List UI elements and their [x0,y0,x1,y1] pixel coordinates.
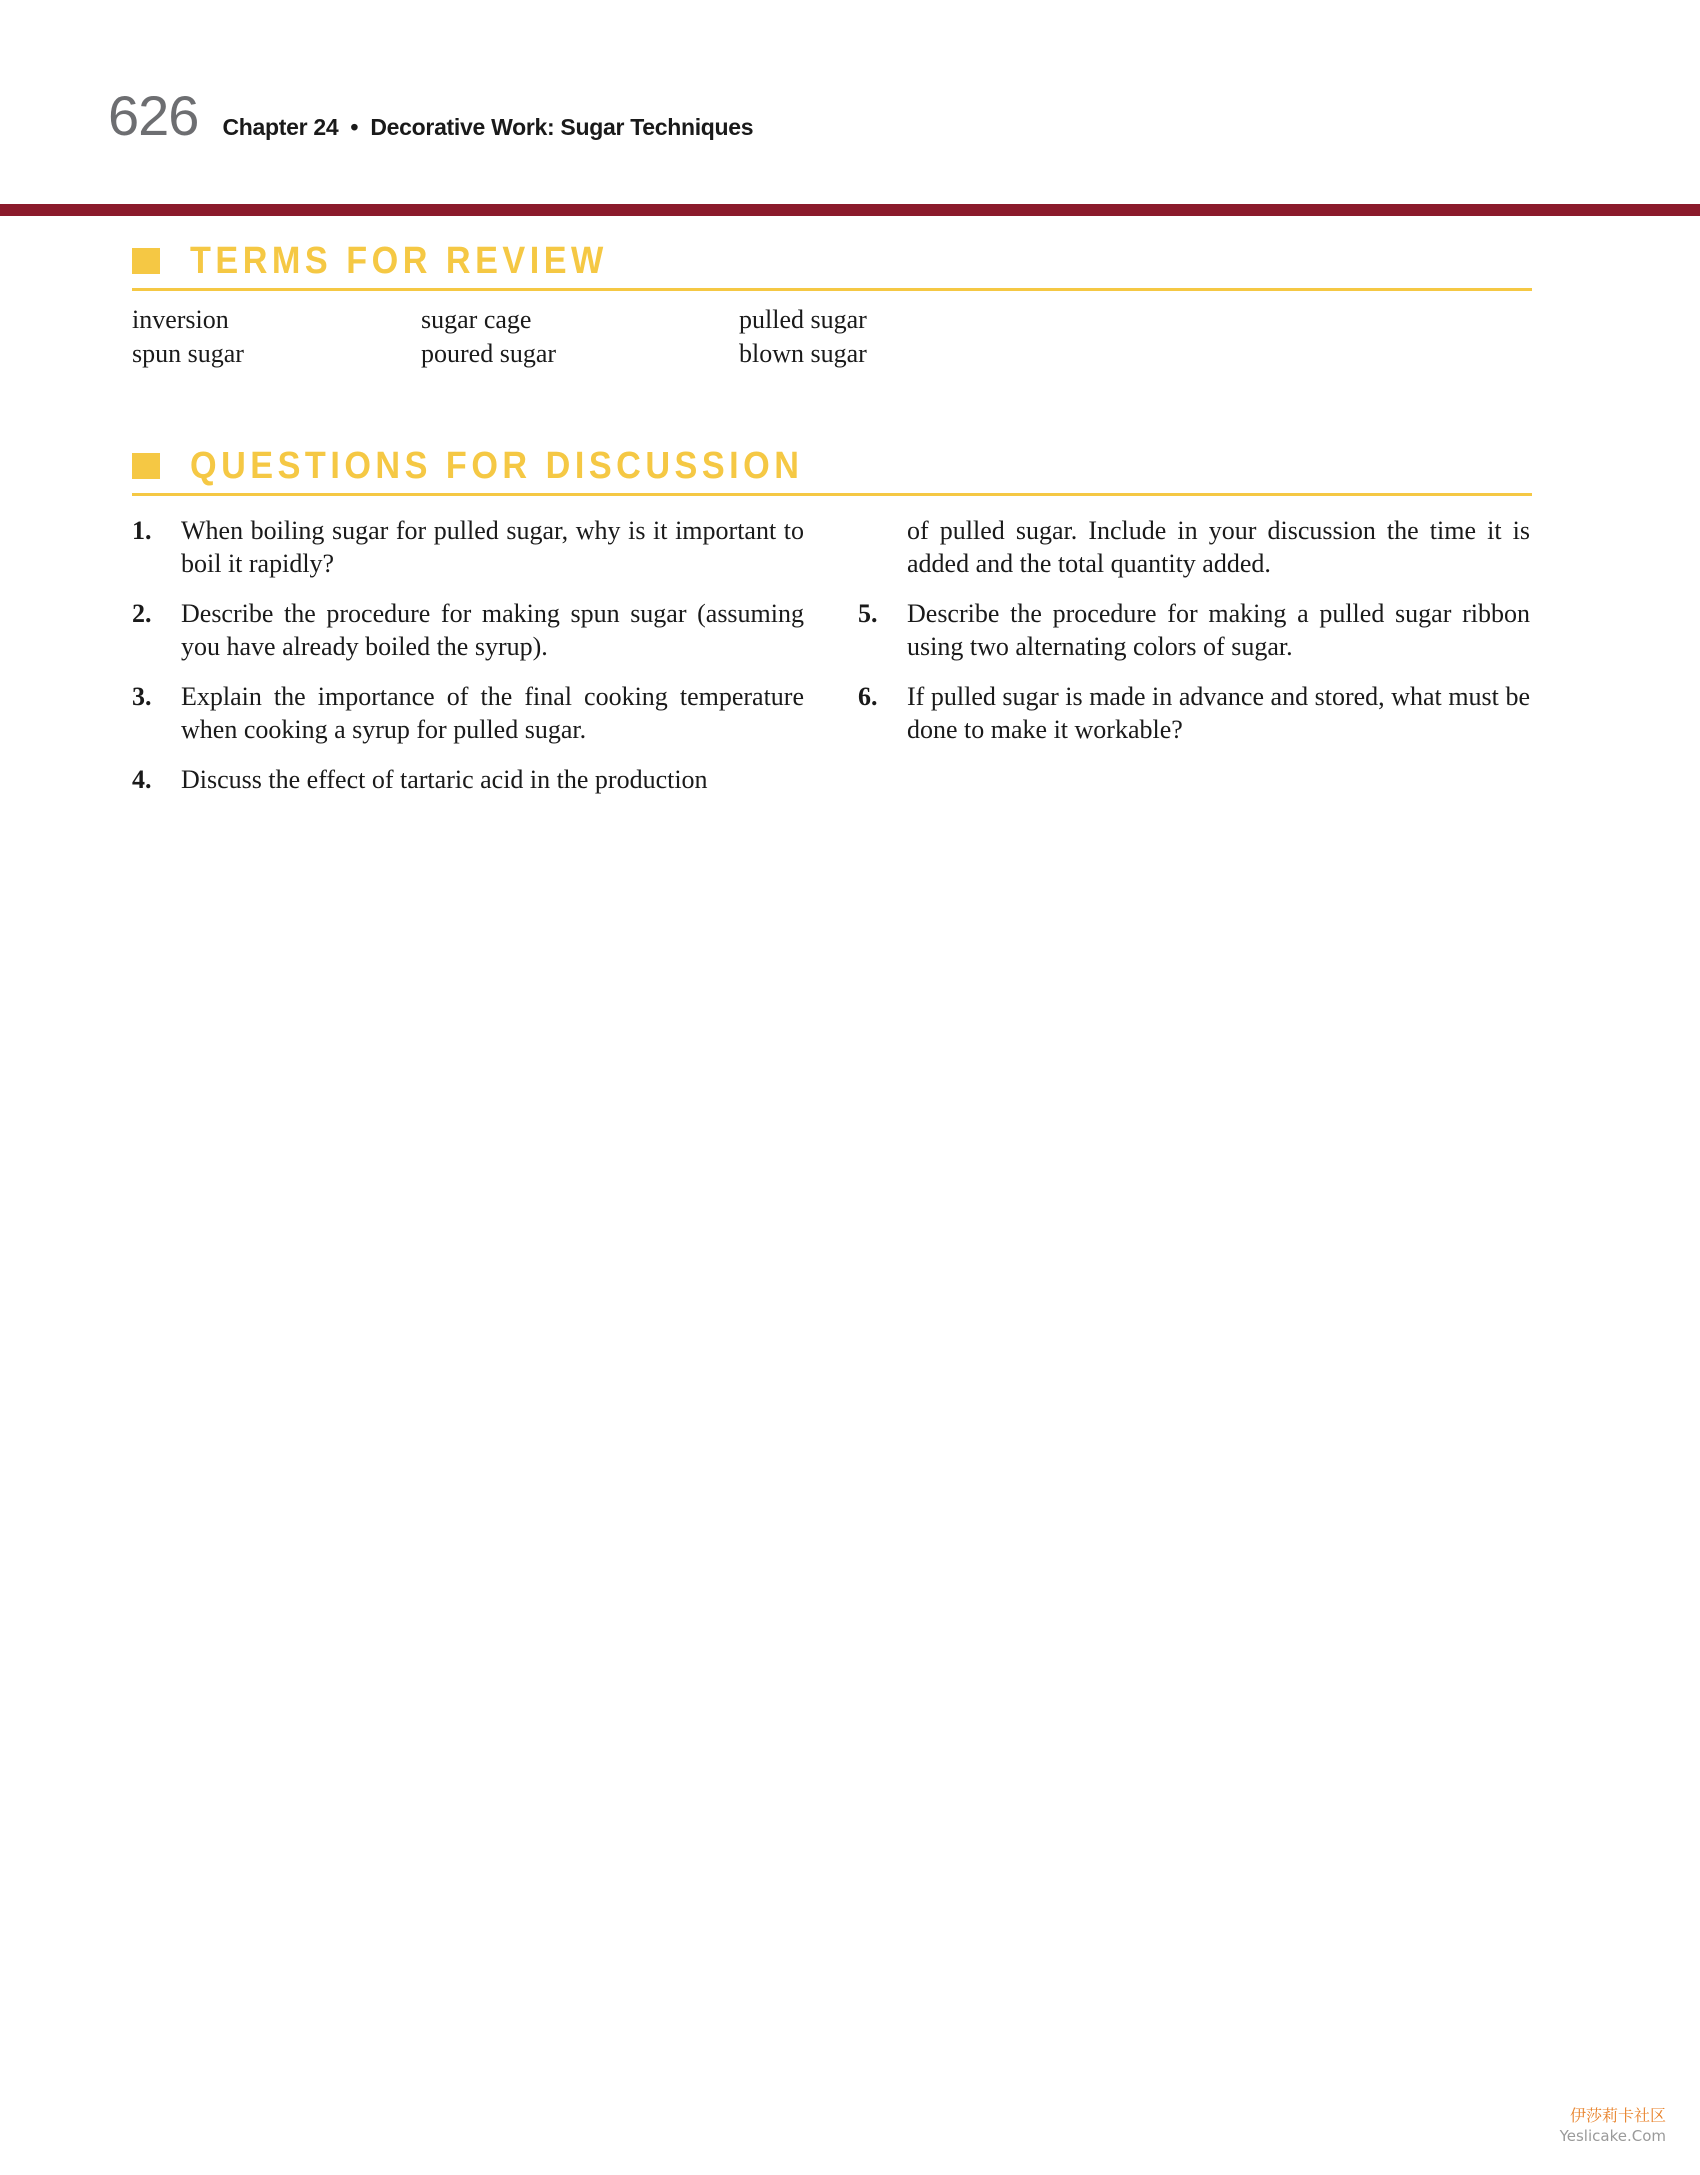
question-number: 5. [858,599,878,628]
question-number: 1. [132,516,152,545]
term-item: sugar cage [421,305,532,334]
question-text: When boiling sugar for pulled sugar, why is it important to boil it rapidly? [181,516,804,578]
question-item [132,597,804,663]
question-item [858,680,1530,746]
watermark-english: Yeslicake.Com [1559,2127,1666,2145]
term-item: blown sugar [739,339,867,368]
chapter-title: Decorative Work: Sugar Techniques [370,114,754,140]
header-rule [0,204,1700,216]
question-number: 2. [132,599,152,628]
term-item: inversion [132,305,229,334]
question-number: 6. [858,682,878,711]
questions-section [132,443,1532,794]
term-item: poured sugar [421,339,557,368]
watermark-chinese: 伊莎莉卡社区 [1569,2106,1666,2125]
terms-heading [132,238,1532,291]
questions-heading [132,443,1532,496]
terms-list [132,303,1532,383]
question-item [132,514,804,580]
questions-title: QUESTIONS FOR DISCUSSION [190,445,804,487]
header-separator: • [350,114,359,140]
running-header [108,84,754,147]
question-text: Explain the importance of the final cooking temperature when cooking a syrup for pulled sugar. [181,682,804,744]
question-text: If pulled sugar is made in advance and stored, what must be done to make it workable? [907,682,1530,744]
question-text: Describe the procedure for making a pulled sugar ribbon using two alternating colors of sugar. [907,599,1530,661]
question-item [132,763,804,796]
page-number: 626 [108,84,199,147]
question-item [858,597,1530,663]
question-item [132,680,804,746]
watermark [1560,2106,1666,2146]
question-number: 4. [132,765,152,794]
terms-section [132,238,1532,383]
term-item: spun sugar [132,339,244,368]
question-text: Discuss the effect of tartaric acid in the production [181,765,708,794]
heading-square-icon [132,248,160,274]
term-item: pulled sugar [739,305,867,334]
question-number: 3. [132,682,152,711]
question-continuation: of pulled sugar. Include in your discussion the time it is added and the total quantity added. [907,516,1530,578]
heading-square-icon [132,453,160,479]
terms-title: TERMS FOR REVIEW [190,240,608,282]
question-text: Describe the procedure for making spun sugar (assuming you have already boiled the syrup). [181,599,804,661]
chapter-label: Chapter 24 [222,114,339,140]
